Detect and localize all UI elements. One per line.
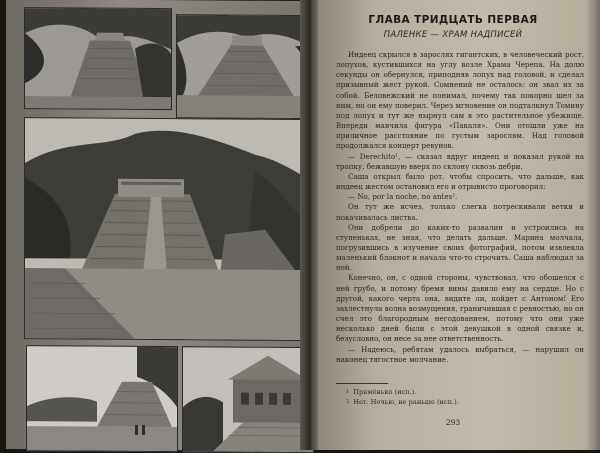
paragraph: Саша открыл было рот, чтобы спросить, что дальше, как индеец жестом остановил его и отрывисто проговорил:: [336, 172, 584, 192]
chapter-subtitle: ПАЛЕНКЕ — ХРАМ НАДПИСЕЙ: [318, 30, 588, 40]
photo-temple-of-inscriptions: [24, 117, 312, 341]
footnote-mark: 2: [346, 398, 349, 408]
page-number: 293: [318, 418, 588, 427]
footnotes: [346, 388, 582, 407]
photo-pyramid-jungle-left: [24, 7, 172, 110]
footnote-text: Нет. Ночью, не раньше (исп.).: [353, 398, 459, 408]
chapter-title: ГЛАВА ТРИДЦАТЬ ПЕРВАЯ: [318, 14, 588, 26]
footnote: [346, 398, 582, 408]
paragraph: Они добрели до каких-то развалин и устроились на ступеньках, не зная, что делать дальше. Марина молчала, погрузившись в изучение своих фотографий, потом извлекла маленький блокнот и начала что-то строчить. Саша наблюдал за ней.: [336, 223, 584, 274]
footnote: [346, 388, 582, 398]
footnote-mark: 1: [346, 388, 349, 398]
left-page-photos: [6, 0, 306, 451]
page-edge-shadow: [586, 0, 600, 450]
footnote-text: Прямёнько (исп.).: [353, 388, 416, 398]
paragraph: — Надеюсь, ребятам удалось выбраться, — нарушил он наконец тягостное молчание.: [336, 345, 584, 365]
paragraph: Индеец скрылся в зарослях гигантских, в человеческий рост, лопухов, кустившихся на углу возле Храма Черепа. На долю секунды он обернулся, приподняв лопух над головой, и сделал призывный жест рукой. Сомнений не осталось: он звал их за собой. Беловежский не понимал, почему так покорно шел за ним, но он ему поверил. Через мгновение он подталкнул Томину под лопух и тут же нырнул сам в это растительное убежище. Впереди маячила фигура «Пакаля». Они отошли уже на приличное расстояние по густым зарослям. Над головой продолжался концерт ревунов.: [336, 50, 584, 152]
paragraph: Он тут же исчез, только слегка потрескивали ветки и покачивалась листва.: [336, 202, 584, 222]
paragraph: Конечно, он, с одной стороны, чувствовал, что обошелся с ней грубо, и потому бремя вины давило ему на сердце. Но с другой, какого черта она, видите ли, пойдет с Антоном! Его захлестнула волна возмущения, граничившая с ревностью, но он счел это благородным негодованием, потому что они уже несколько дней были с этой девушкой в одной связке и, безусловно, он несе за нее ответственность.: [336, 273, 584, 344]
photo-ruins-path: [26, 345, 178, 452]
footnote-divider: [336, 383, 388, 384]
photo-pyramid-hilltop: [176, 14, 310, 119]
body-text: [336, 50, 584, 365]
paragraph: — No, por la noche, no antes².: [336, 192, 584, 202]
right-page-text: [318, 0, 600, 450]
photo-palace-tower: [182, 346, 314, 453]
paragraph: — Derechito¹, — сказал вдруг индеец и показал рукой на тропку, бежавшую вверх по склону сквозь дебри.: [336, 152, 584, 172]
